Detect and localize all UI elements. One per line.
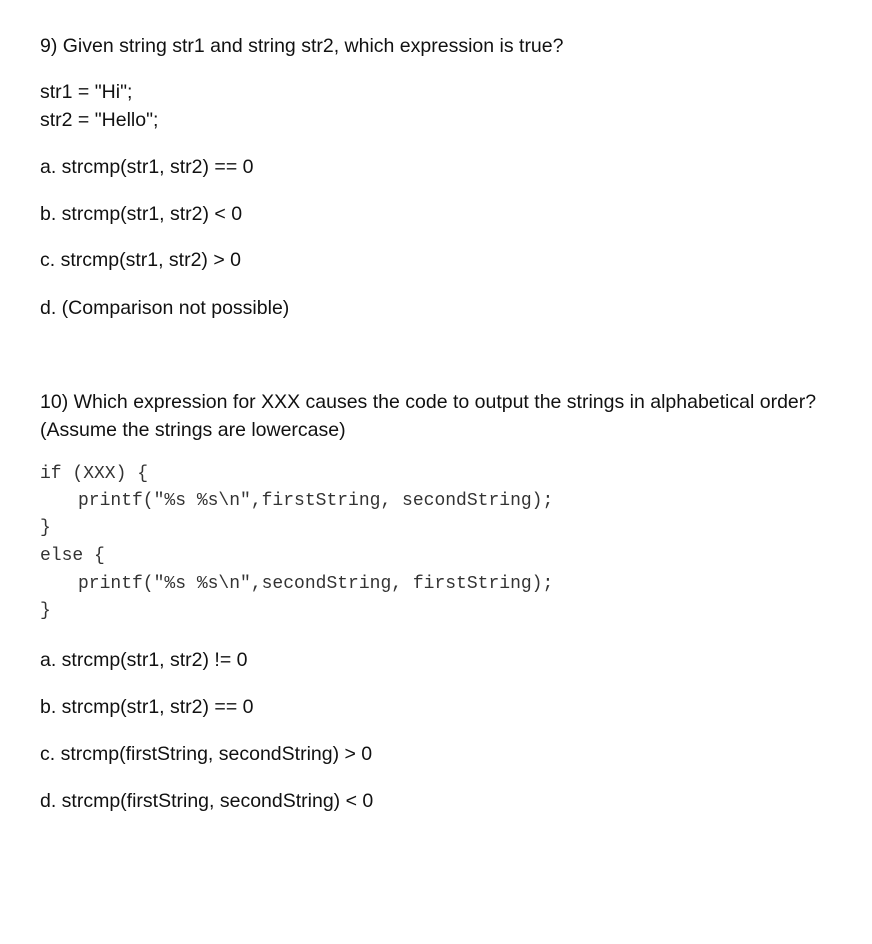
q10-code-line-5: printf("%s %s\n",secondString, firstString); (78, 574, 554, 594)
q9-code-line-2: str2 = "Hello"; (40, 109, 159, 131)
q10-code-line-4: else { (40, 546, 105, 566)
q10-option-c: c. strcmp(firstString, secondString) > 0 (40, 743, 373, 765)
q10-code-line-3: } (40, 518, 51, 538)
q9-option-d: d. (Comparison not possible) (40, 297, 290, 319)
q10-code-line-1: if (XXX) { (40, 464, 149, 484)
q10-option-b: b. strcmp(str1, str2) == 0 (40, 696, 254, 718)
q9-code-line-1: str1 = "Hi"; (40, 81, 133, 103)
q10-code-line-2: printf("%s %s\n",firstString, secondString); (78, 491, 554, 511)
q10-option-a: a. strcmp(str1, str2) != 0 (40, 649, 248, 671)
q10-code-line-6: } (40, 601, 51, 621)
question-9-text: 9) Given string str1 and string str2, which expression is true? (40, 35, 564, 57)
q9-option-a: a. strcmp(str1, str2) == 0 (40, 156, 254, 178)
q9-option-c: c. strcmp(str1, str2) > 0 (40, 249, 241, 271)
question-10-text: 10) Which expression for XXX causes the code to output the strings in alphabetical order? (Assume the strings are lowercase) (40, 391, 817, 441)
q10-option-d: d. strcmp(firstString, secondString) < 0 (40, 790, 374, 812)
q9-option-b: b. strcmp(str1, str2) < 0 (40, 203, 243, 225)
